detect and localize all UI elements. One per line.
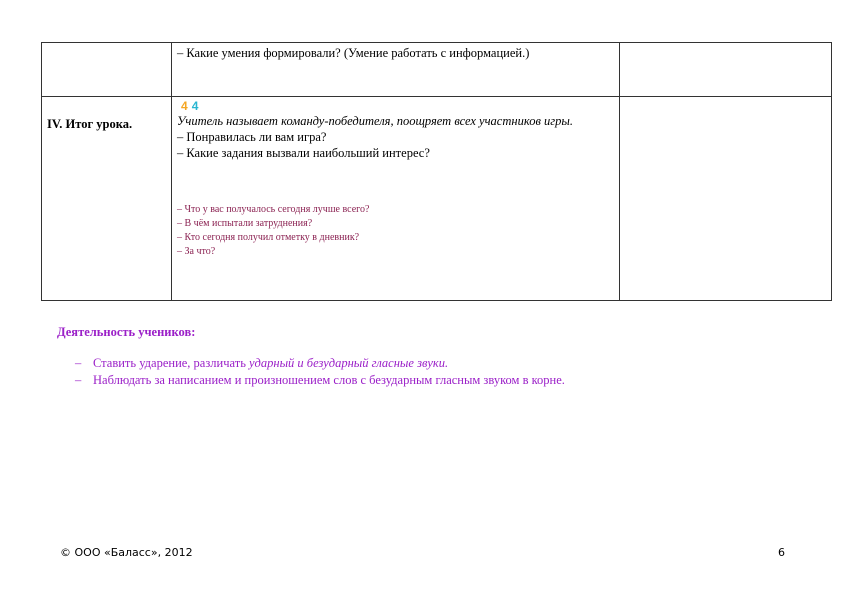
footer-copyright: © ООО «Баласс», 2012 bbox=[60, 546, 193, 559]
teacher-note: Учитель называет команду-победителя, поощряет всех участников игры. bbox=[177, 114, 573, 128]
list-dash: – bbox=[75, 373, 82, 387]
activity-item-text: Ставить ударение, различать bbox=[93, 356, 250, 370]
question-line: – Какие задания вызвали наибольший интерес? bbox=[177, 146, 430, 160]
reflection-question: – Что у вас получалось сегодня лучше всего? bbox=[177, 204, 370, 215]
notes-cell bbox=[620, 97, 832, 301]
reflection-question: – В чём испытали затруднения? bbox=[177, 218, 313, 229]
activity-item-text: Наблюдать за написанием и произношением слов с безударным гласным звуком в корне. bbox=[93, 373, 565, 387]
slide-number-b: 4 bbox=[191, 99, 199, 113]
activity-list bbox=[57, 355, 817, 389]
reflection-question: – За что? bbox=[177, 246, 216, 257]
slide-numbers bbox=[177, 99, 614, 113]
content-cell bbox=[172, 97, 620, 301]
slide-number-a: 4 bbox=[181, 99, 188, 113]
lesson-plan-table bbox=[41, 42, 832, 301]
page-number: 6 bbox=[778, 546, 785, 559]
list-dash: – bbox=[75, 356, 82, 370]
content-cell bbox=[172, 43, 620, 97]
question-line: – Понравилась ли вам игра? bbox=[177, 130, 327, 144]
stage-title: IV. Итог урока. bbox=[47, 117, 133, 131]
list-item bbox=[57, 372, 817, 389]
list-item bbox=[57, 355, 817, 372]
table-row bbox=[42, 97, 832, 301]
notes-cell bbox=[620, 43, 832, 97]
reflection-question: – Кто сегодня получил отметку в дневник? bbox=[177, 232, 360, 243]
stage-cell bbox=[42, 97, 172, 301]
student-activity-section bbox=[57, 325, 817, 389]
activity-item-italic: ударный и безударный гласные звуки. bbox=[249, 356, 449, 370]
table-row bbox=[42, 43, 832, 97]
activity-title: Деятельность учеников: bbox=[57, 325, 196, 339]
skills-question: – Какие умения формировали? (Умение работать с информацией.) bbox=[177, 46, 530, 60]
stage-cell bbox=[42, 43, 172, 97]
